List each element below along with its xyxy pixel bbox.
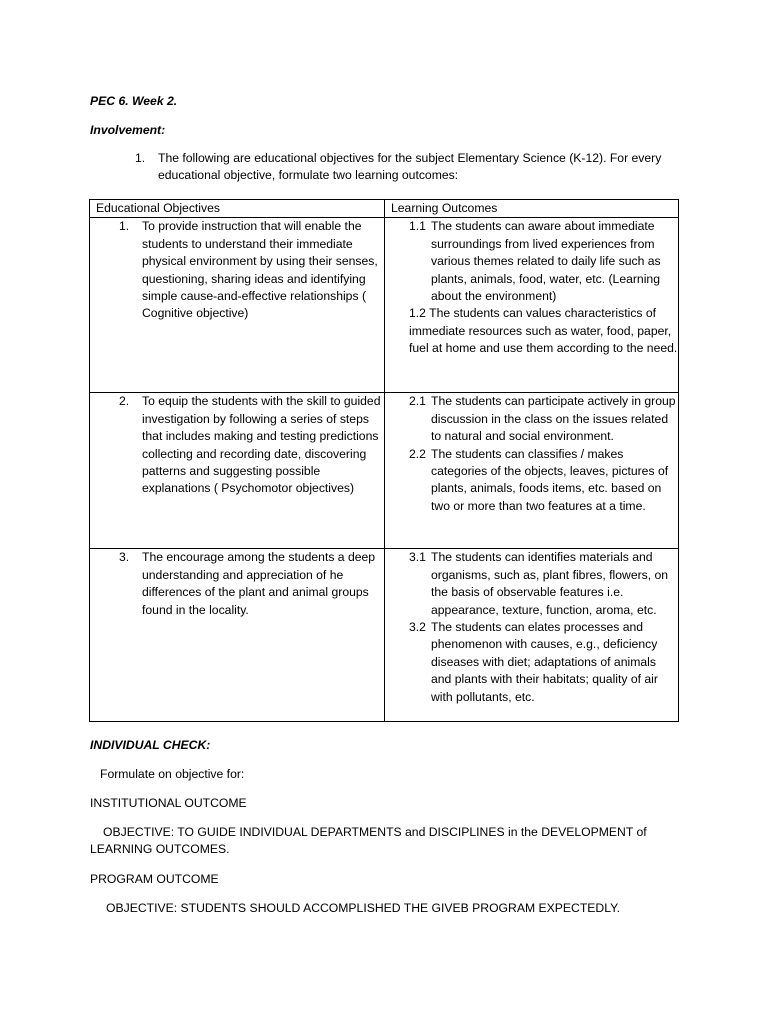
objective-cell: [90, 393, 385, 549]
outcome-number: 2.1: [409, 394, 426, 409]
objective-cell: [90, 549, 385, 722]
program-objective: OBJECTIVE: STUDENTS SHOULD ACCOMPLISHED THE GIVEB PROGRAM EXPECTEDLY.: [106, 901, 621, 915]
outcome-text: The students can elates processes and phenomenon with causes, e.g., deficiency diseases with diet; adaptations of animals and plants with their habitats; quality of air with pollutants, etc.: [431, 620, 658, 704]
outcome-number: 2.2: [409, 446, 426, 461]
outcome-item: [385, 446, 678, 516]
table-row: [90, 393, 679, 549]
outcome-number: 1.2: [409, 306, 426, 321]
objective-cell: [90, 218, 385, 393]
outcome-text: The students can participate actively in group discussion in the class on the issues related to natural and social environment.: [431, 394, 676, 444]
individual-check-instruction: Formulate on objective for:: [100, 767, 245, 781]
intro-number: 1.: [135, 151, 146, 165]
column-header-educational-objectives: Educational Objectives: [90, 200, 385, 218]
table-row: [90, 218, 679, 393]
outcome-text: The students can classifies / makes categories of the objects, leaves, pictures of plants, animals, foods items, etc. based on two or more than two features at a time.: [431, 446, 669, 513]
institutional-outcome-heading: INSTITUTIONAL OUTCOME: [90, 796, 247, 810]
outcomes-cell: [385, 393, 679, 549]
outcomes-cell: [385, 549, 679, 722]
objective-item: [90, 218, 384, 322]
outcome-item: [409, 305, 678, 357]
objective-number: 2.: [119, 394, 130, 409]
outcome-item: [385, 549, 678, 619]
objective-number: 1.: [119, 219, 130, 234]
objectives-table: [89, 199, 679, 722]
table-header-row: [90, 200, 679, 218]
objective-item: [90, 549, 384, 619]
outcome-item: [385, 393, 678, 445]
outcome-text: The students can aware about immediate surroundings from lived experiences from various themes related to daily life such as plants, animals, food, water, etc. (Learning about the environment): [431, 219, 661, 304]
outcomes-cell: [385, 218, 679, 393]
outcome-number: 1.1: [409, 219, 426, 234]
individual-check-heading: INDIVIDUAL CHECK:: [90, 738, 211, 752]
objective-text: To equip the students with the skill to guided investigation by following a series of steps that includes making and testing predictions collecting and recording date, discovering patterns and suggesting possible explanations ( Psychomotor objectives): [142, 394, 381, 496]
document-title: PEC 6. Week 2.: [90, 94, 178, 108]
institutional-objective: OBJECTIVE: TO GUIDE INDIVIDUAL DEPARTMENTS and DISCIPLINES in the DEVELOPMENT of LEARNING OUTCOMES.: [90, 825, 647, 857]
intro-text: The following are educational objectives for the subject Elementary Science (K-12). For every educational objective, formulate two learning outcomes:: [158, 151, 662, 183]
table-row: [90, 549, 679, 722]
objective-text: To provide instruction that will enable the students to understand their immediate physical environment by using their senses, questioning, sharing ideas and identifying simple cause-and-effective relationships ( Cognitive objective): [142, 219, 378, 321]
outcome-item: [385, 619, 678, 706]
objective-text: The encourage among the students a deep understanding and appreciation of he differences of the plant and animal groups found in the locality.: [142, 550, 376, 617]
objective-number: 3.: [119, 550, 130, 565]
column-header-learning-outcomes: Learning Outcomes: [385, 200, 679, 218]
objective-item: [90, 393, 384, 497]
outcome-text: The students can identifies materials and organisms, such as, plant fibres, flowers, on the basis of observable features i.e. appearance, texture, function, aroma, etc.: [431, 550, 669, 617]
program-outcome-heading: PROGRAM OUTCOME: [90, 872, 219, 886]
section-heading-involvement: Involvement:: [90, 123, 166, 137]
outcome-text: The students can values characteristics of immediate resources such as water, food, paper, fuel at home and use them according to the need.: [409, 306, 678, 356]
outcome-number: 3.1: [409, 550, 426, 565]
outcome-number: 3.2: [409, 620, 426, 635]
outcome-item: [385, 218, 678, 305]
